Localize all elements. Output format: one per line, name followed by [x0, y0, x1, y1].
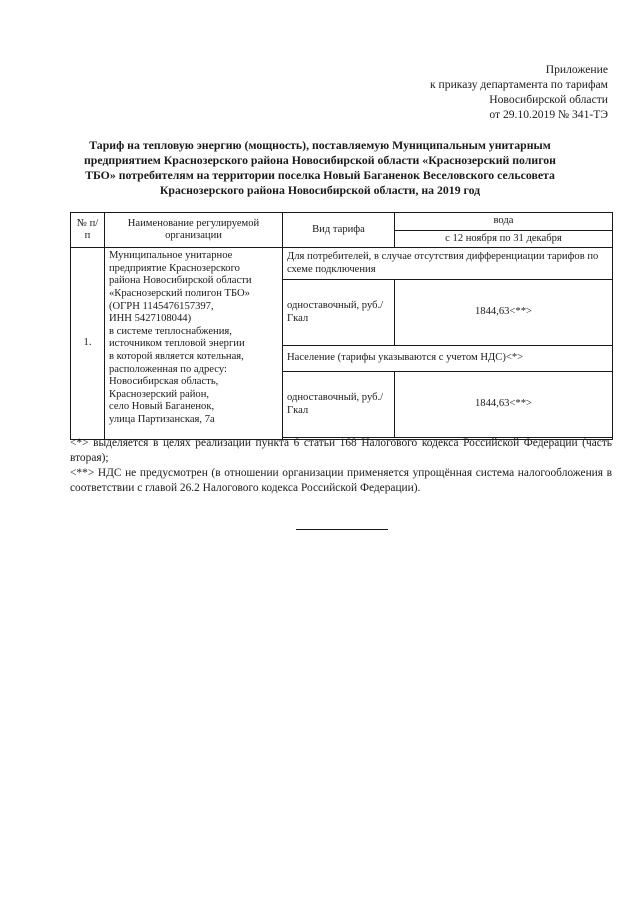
org-line: в которой является котельная,	[109, 350, 244, 362]
header-period: с 12 ноября по 31 декабря	[395, 230, 613, 248]
row-num: 1.	[71, 248, 105, 440]
org-line: источником тепловой энергии	[109, 338, 245, 350]
end-divider	[296, 529, 388, 530]
org-line: расположенная по адресу:	[109, 363, 227, 375]
row-org	[105, 248, 283, 440]
org-line: Муниципальное унитарное	[109, 250, 233, 262]
header-group: вода	[395, 213, 613, 231]
org-line: (ОГРН 1145476157397,	[109, 300, 214, 312]
tariff-table	[70, 212, 613, 440]
org-line: улица Партизанская, 7а	[109, 413, 215, 425]
header-type: Вид тарифа	[283, 213, 395, 248]
tariff-value-1: 1844,63<**>	[395, 280, 613, 346]
org-line: района Новосибирской области	[109, 275, 252, 287]
org-line: предприятие Краснозерского	[109, 262, 240, 274]
footnote-2: <**> НДС не предусмотрен (в отношении организации применяется упрощённая система налогообложения в соответствии с главой 26.2 Налогового кодекса Российской Федерации).	[70, 467, 612, 494]
appendix-line-1: Приложение	[545, 63, 608, 76]
title-line-1: Тариф на тепловую энергию (мощность), поставляемую Муниципальным унитарным	[89, 138, 551, 152]
section-consumers: Для потребителей, в случае отсутствия дифференциации тарифов по схеме подключения	[283, 248, 613, 280]
tariff-value-2: 1844,63<**>	[395, 372, 613, 438]
appendix-line-3: Новосибирской области	[489, 93, 608, 106]
tariff-type-1: одноставочный, руб./Гкал	[283, 280, 395, 346]
tariff-type-2: одноставочный, руб./Гкал	[283, 372, 395, 438]
org-line: Новосибирская область,	[109, 376, 219, 388]
footnotes	[70, 436, 612, 496]
document-title	[70, 138, 570, 198]
title-line-4: Краснозерского района Новосибирской области, на 2019 год	[159, 183, 481, 197]
org-line: ИНН 5427108044)	[109, 313, 192, 325]
appendix-line-2: к приказу департамента по тарифам	[430, 78, 608, 91]
header-num: № п/п	[71, 213, 105, 248]
org-line: село Новый Баганенок,	[109, 401, 215, 413]
title-line-2: предприятием Краснозерского района Новосибирской области «Краснозерский полигон	[84, 153, 556, 167]
header-org: Наименование регулируемой организации	[105, 213, 283, 248]
org-line: Краснозерский район,	[109, 388, 210, 400]
appendix-line-4: от 29.10.2019 № 341-ТЭ	[489, 108, 608, 121]
org-line: «Краснозерский полигон ТБО»	[109, 287, 250, 299]
org-line: в системе теплоснабжения,	[109, 325, 232, 337]
footnote-1: <*> выделяется в целях реализации пункта 6 статьи 168 Налогового кодекса Российской Федерации (часть вторая);	[70, 437, 612, 464]
section-population: Население (тарифы указываются с учетом НДС)<*>	[283, 346, 613, 372]
appendix-block	[430, 62, 608, 122]
title-line-3: ТБО» потребителям на территории поселка Новый Баганенок Веселовского сельсовета	[85, 168, 555, 182]
